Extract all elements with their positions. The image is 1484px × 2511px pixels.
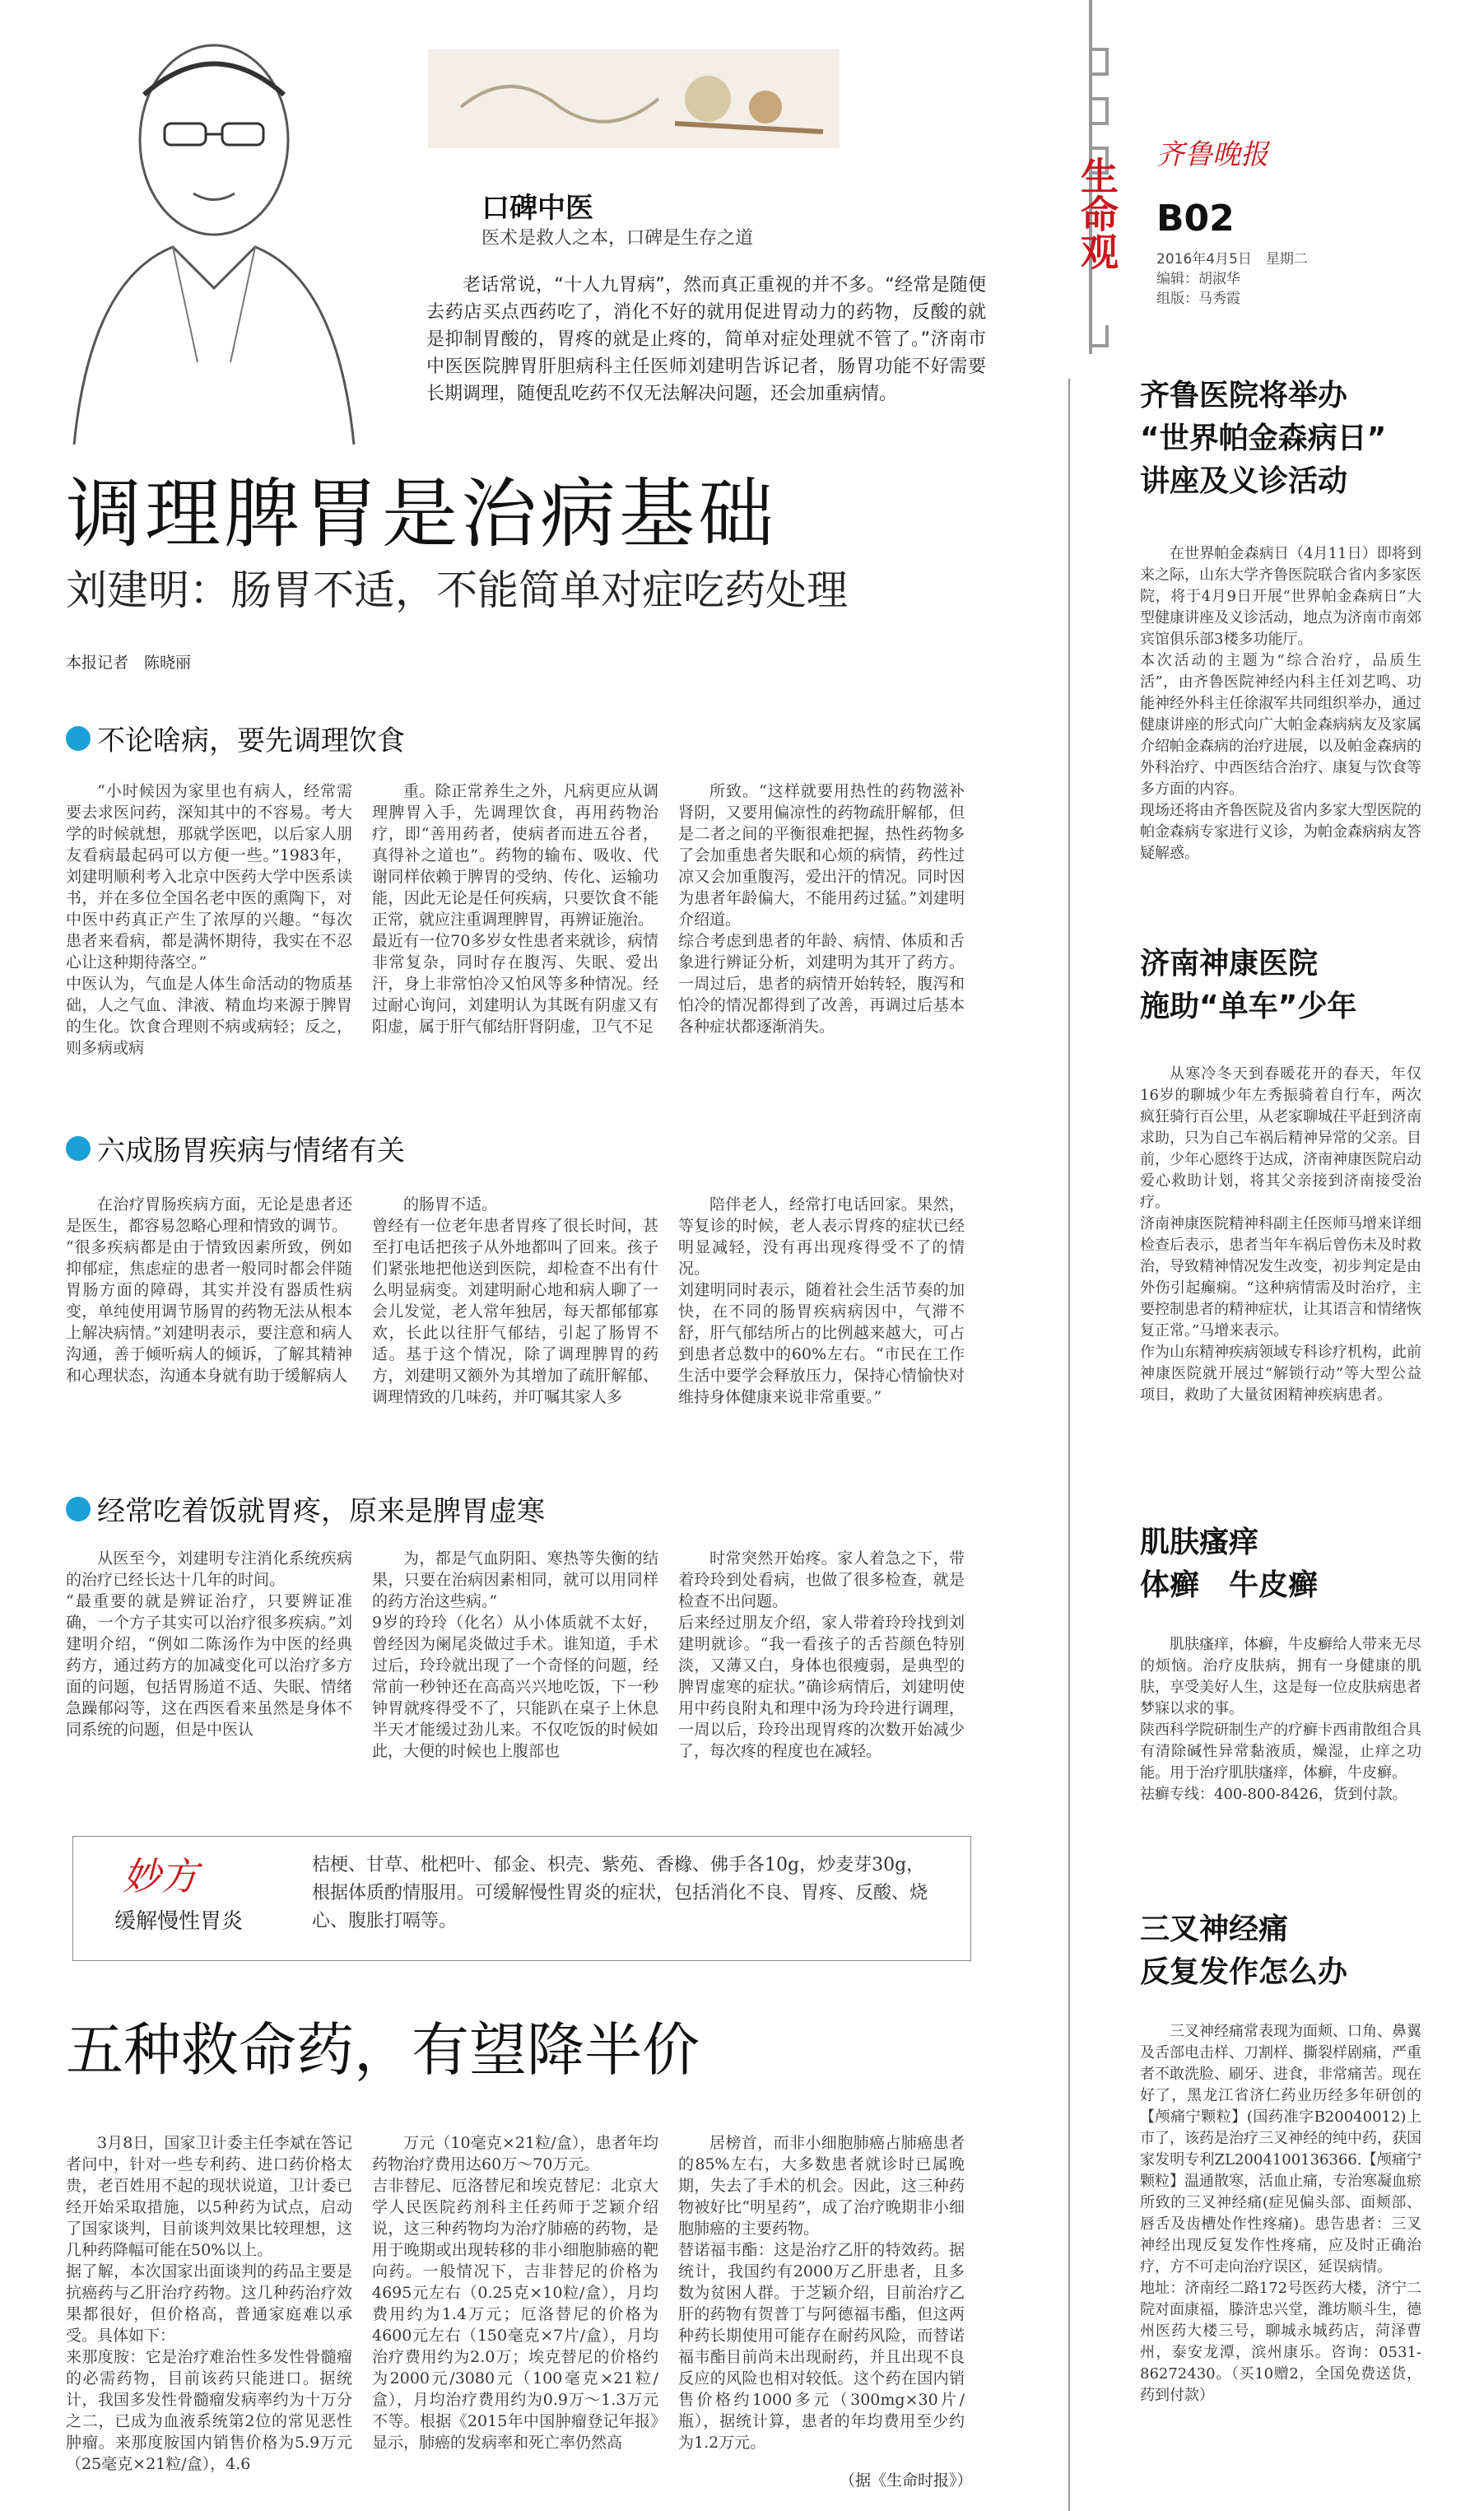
paper-name-logo: 齐鲁晚报 [1156,138,1268,171]
section-2-heading-text: 六成肠胃疾病与情绪有关 [97,1134,405,1167]
sidebar-1-title-line: 讲座及义诊活动 [1140,464,1348,498]
section-3-column-3: 时常突然开始疼。家人着急之下，带着玲玲到处看病，也做了很多检查，就是检查不出问题。 后来经过朋友介绍，家人带着玲玲找到刘建明就诊。“我一看孩子的舌苔颜色特别淡，又薄又白，身体也很瘦弱，是典型的脾胃虚寒的症状。”确诊病情后，刘建明使用中药良附丸和理中汤为玲玲进行调理，一周以后，玲玲出现胃疼的次数开始减少了，每次疼的程度也在减轻。 [678,1549,965,1760]
section-2-column-2: 的肠胃不适。 曾经有一位老年患者胃疼了很长时间，甚至打电话把孩子从外地都叫了回来。孩子们紧张地把他送到医院，却检查不出有什么明显病变。刘建明耐心地和病人聊了一会儿发觉，老人常年独居，每天都郁郁寡欢，长此以往肝气郁结，引起了肠胃不适。基于这个情况，除了调理脾胃的药方，刘建明又额外为其增加了疏肝解郁、调理情致的几味药，并叮嘱其家人多 [372,1195,658,1406]
section-2-heading [66,1128,405,1168]
section-3-column-2: 为，都是气血阴阳、寒热等失衡的结果，只要在治病因素相同，就可以用同样的药方治这些病。” 9岁的玲玲（化名）从小体质就不太好，曾经因为阑尾炎做过手术。谁知道，手术过后，玲玲就出现了一个奇怪的问题，经常前一秒钟还在高高兴兴地吃饭，下一秒钟胃就疼得受不了，只能趴在桌子上休息半天才能缓过劲儿来。不仅吃饭的时候如此，大便的时候也上腹部也 [372,1549,658,1760]
bullet-dot-icon [66,726,91,751]
byline: 本报记者 陈晓丽 [66,654,192,672]
column-banner [16,16,1062,449]
issue-date: 2016年4月5日 星期二 [1156,251,1308,268]
column-motto: 医术是救人之本，口碑是生存之道 [481,228,754,249]
sidebar-4-title [1140,1908,1469,1994]
sidebar-3-title-line: 肌肤瘙痒 [1140,1526,1259,1559]
section-3-heading [66,1488,545,1529]
remedy-text: 桔梗、甘草、枇杷叶、郁金、枳壳、紫苑、香橼、佛手各10g，炒麦芽30g，根据体质酌情服用。可缓解慢性胃炎的症状，包括消化不良、胃疼、反酸、烧心、腹胀打嗝等。 [312,1855,928,1931]
section-1-heading-text: 不论啥病，要先调理饮食 [97,724,405,757]
second-headline: 五种救命药，有望降半价 [66,2016,700,2084]
sidebar-3-title-line: 体癣 牛皮癣 [1140,1568,1319,1602]
remedy-title: 妙方 [123,1854,198,1898]
sidebar-2-title-line: 济南神康医院 [1140,947,1319,981]
sidebar-4-title-line: 反复发作怎么办 [1140,1955,1348,1989]
bullet-dot-icon [66,1136,91,1161]
page-code: B02 [1156,198,1235,240]
section-2-column-1: 在治疗胃肠疾病方面，无论是患者还是医生，都容易忽略心理和情致的调节。 “很多疾病都是由于情致因素所致，例如抑郁症，焦虑症的患者一般同时都会伴随胃肠方面的障碍，其实并没有器质性病变，单纯使用调节肠胃的药物无法从根本上解决病情。”刘建明表示，要注意和病人沟通，善于倾听病人的倾诉，了解其精神和心理状态，沟通本身就有助于缓解病人 [66,1195,352,1385]
sidebar-2-title-line: 施助“单车”少年 [1140,990,1357,1023]
remedy-box [72,1836,971,1961]
herbs-illustration [428,49,840,148]
masthead [1074,0,1484,366]
remedy-subtitle: 缓解慢性胃炎 [114,1909,244,1934]
sidebar-3-title [1140,1521,1469,1607]
sidebar-2-body: 从寒冷冬天到春暖花开的春天，年仅16岁的聊城少年左秀振骑着自行车，两次疯狂骑行百公里，从老家聊城茌平赶到济南求助，只为自己车祸后精神异常的父亲。目前，少年心愿终于达成，济南神康医院启动爱心救助计划，将其父亲接到济南接受治疗。 济南神康医院精神科副主任医师马增来详细检查后表示，患者当年车祸后曾伤未及时救治，导致精神情况发生改变，初步判定是由外伤引起癫痫。“这种病情需及时治疗，主要控制患者的精神症状，让其语言和情绪恢复正常。”马增来表示。 作为山东精神疾病领域专科诊疗机构，此前神康医院就开展过“解锁行动”等大型公益项目，救助了大量贫困精神疾病患者。 [1140,1065,1421,1404]
second-article-column-3: 居榜首，而非小细胞肺癌占肺癌患者的85%左右，大多数患者就诊时已属晚期，失去了手术的机会。因此，这三种药物被好比“明星药”，成了治疗晚期非小细胞肺癌的主要药物。 替诺福韦酯：这是治疗乙肝的特效药。据统计，我国约有2000万乙肝患者，且多数为贫困人群。于芝颖介绍，目前治疗乙肝的药物有贺普丁与阿德福韦酯，但这两种药长期使用可能存在耐药风险，而替诺福韦酯目前尚未出现耐药，并且出现不良反应的风险也相对较低。这个药在国内销售价格约1000多元（300mg×30片/瓶），据统计算，患者的年均费用至少约为1.2万元。 [678,2134,965,2452]
layout-credit: 组版：马秀霞 [1156,291,1240,307]
sidebar-1-title-line: 齐鲁医院将举办 [1140,379,1348,412]
section-1-column-2: 重。除正常养生之外，凡病更应从调理脾胃入手，先调理饮食，再用药物治疗，即“善用药者，使病者而进五谷者，真得补之道也”。药物的输布、吸收、代谢同样依赖于脾胃的受纳、传化、运输功能，因此无论是任何疾病，只要饮食不能正常，就应注重调理脾胃，再辨证施治。 最近有一位70多岁女性患者来就诊，病情非常复杂，同时存在腹泻、失眠、爱出汗，身上非常怕冷又怕风等多种情况。经过耐心询问，刘建明认为其既有阴虚又有阳虚，属于肝气郁结肝肾阴虚，卫气不足 [372,782,658,1036]
second-article-column-1: 3月8日，国家卫计委主任李斌在答记者问中，针对一些专利药、进口药价格太贵，老百姓用不起的现状说道，卫计委已经开始采取措施，以5种药为试点，启动了国家谈判，目前谈判效果比较理想，这几种药降幅可能在50%以上。 据了解，本次国家出面谈判的药品主要是抗癌药与乙肝治疗药物。这几种药治疗效果都很好，但价格高，普通家庭难以承受。具体如下： 来那度胺：它是治疗难治性多发性骨髓瘤的必需药物，目前该药只能进口。据统计，我国多发性骨髓瘤发病率约为十万分之二，已成为血液系统第2位的常见恶性肿瘤。来那度胺国内销售价格为5.9万元（25毫克×21粒/盒），4.6 [66,2134,352,2473]
sidebar-1-title [1140,375,1469,503]
section-1-column-3: 所致。“这样就要用热性的药物滋补肾阴，又要用偏凉性的药物疏肝解郁，但是二者之间的平衡很难把握，热性药物多了会加重患者失眠和心烦的病情，药性过凉又会加重腹泻，爱出汗的情况。同时因为患者年龄偏大，不能用药过猛。”刘建明介绍道。 综合考虑到患者的年龄、病情、体质和舌象进行辨证分析，刘建明为其开了药方。一周过后，患者的病情开始转轻，腹泻和怕冷的情况都得到了改善，再调过后基本各种症状都逐渐消失。 [678,782,965,1036]
section-label: 生命观 [1075,156,1119,270]
column-intro: 老话常说，“十人九胃病”，然而真正重视的并不多。“经常是随便去药店买点西药吃了，消化不好的就用促进胃动力的药物，反酸的就是抑制胃酸的，胃疼的就是止疼的，简单对症处理就不管了。”济南市中医医院脾胃肝胆病科主任医师刘建明告诉记者，肠胃功能不好需要长期调理，随便乱吃药不仅无法解决问题，还会加重病情。 [426,275,986,404]
section-1-heading [66,718,405,758]
sidebar-4-body: 三叉神经痛常表现为面颊、口角、鼻翼及舌部电击样、刀割样、撕裂样剧痛，严重者不敢洗脸、刷牙、进食，非常痛苦。现在好了，黑龙江省济仁药业历经多年研创的【颅痛宁颗粒】(国药准字B20040012)上市了，该药是治疗三叉神经的纯中药，获国家发明专利ZL2004100136366.【颅痛宁颗粒】温通散寒，活血止痛，专治寒凝血瘀所致的三叉神经痛(症见偏头部、面颊部、唇舌及齿槽处作性疼痛)。患告患者：三叉神经出现反复发作性疼痛，应及时正确治疗，方不可走向治疗误区，延误病情。 地址：济南经二路172号医药大楼，济宁二院对面康福，滕浒忠兴堂，潍坊顺斗生，德州医药大楼三号，聊城永城药店，菏泽曹州，泰安龙潭，滨州康乐。咨询：0531-86272430。（买10赠2，全国免费送货，药到付款） [1140,2023,1421,2404]
second-article-column-2: 万元（10毫克×21粒/盒），患者年均药物治疗费用达60万～70万元。 吉非替尼、厄洛替尼和埃克替尼：北京大学人民医院药剂科主任药师于芝颖介绍说，这三种药物均为治疗肺癌的药物，是用于晚期或出现转移的非小细胞肺癌的靶向药。一般情况下，吉非替尼的价格为4695元左右（0.25克×10粒/盒），月均费用约为1.4万元；厄洛替尼的价格为4600元左右（150毫克×7片/盒），月均治疗费用约为2.0万；埃克替尼的价格约为2000元/3080元（100毫克×21粒/盒），月均治疗费用约为0.9万～1.3万元不等。根据《2015年中国肿瘤登记年报》显示，肺癌的发病率和死亡率仍然高 [372,2134,658,2452]
source-credit: （据《生命时报》） [840,2471,973,2490]
sidebar-3-body: 肌肤瘙痒，体癣，牛皮癣给人带来无尽的烦恼。治疗皮肤病，拥有一身健康的肌肤，享受美好人生，这是每一位皮肤病患者梦寐以求的事。 陕西科学院研制生产的疗癣卡西甫散组合具有清除碱性异常黏液质，燥湿，止痒之功能。用于治疗肌肤瘙痒，体癣，牛皮癣。 祛癣专线：400-800-8426，货到付款。 [1140,1636,1421,1803]
sidebar-1-body: 在世界帕金森病日（4月11日）即将到来之际，山东大学齐鲁医院联合省内多家医院，将于4月9日开展“世界帕金森病日”大型健康讲座及义诊活动，地点为济南市南郊宾馆俱乐部3楼多功能厅。 本次活动的主题为“综合治疗，品质生活”，由齐鲁医院神经内科主任刘艺鸣、功能神经外科主任徐淑军共同组织举办，通过健康讲座的形式向广大帕金森病病友及家属介绍帕金森病的治疗进展，以及帕金森病的外科治疗、中西医结合治疗、康复与饮食等多方面的内容。 现场还将由齐鲁医院及省内多家大型医院的帕金森病专家进行义诊，为帕金森病病友答疑解惑。 [1140,545,1421,862]
sidebar-2-title [1140,943,1469,1028]
main-subheadline: 刘建明：肠胃不适，不能简单对症吃药处理 [66,566,848,614]
doctor-portrait-sketch [41,16,387,445]
editor-credit: 编辑：胡淑华 [1156,271,1240,287]
section-1-column-1: “小时候因为家里也有病人，经常需要去求医问药，深知其中的不容易。考大学的时候就想，那就学医吧，以后家人朋友看病最起码可以方便一些。”1983年，刘建明顺利考入北京中医药大学中医系读书，并在多位全国名老中医的熏陶下，对中医中药真正产生了浓厚的兴趣。“每次患者来看病，都是满怀期待，我实在不忍心让这种期待落空。” 中医认为，气血是人体生命活动的物质基础，人之气血、津液、精血均来源于脾胃的生化。饮食合理则不病或病轻；反之，则多病或病 [66,782,352,1057]
sidebar-divider [1068,379,1070,2511]
section-3-heading-text: 经常吃着饭就胃疼，原来是脾胃虚寒 [97,1495,545,1528]
section-2-column-3: 陪伴老人，经常打电话回家。果然，等复诊的时候，老人表示胃疼的症状已经明显减轻，没有再出现疼得受不了的情况。 刘建明同时表示，随着社会生活节奏的加快，在不同的肠胃疾病病因中，气滞不舒，肝气郁结所占的比例越来越大，可占到患者总数中的60%左右。“市民在工作生活中要学会释放压力，保持心情愉快对维持身体健康来说非常重要。” [678,1195,965,1406]
bullet-dot-icon [66,1497,91,1521]
main-headline: 调理脾胃是治病基础 [66,470,778,558]
sidebar-1-title-line: “世界帕金森病日” [1140,422,1387,455]
section-3-column-1: 从医至今，刘建明专注消化系统疾病的治疗已经长达十几年的时间。 “最重要的就是辨证治疗，只要辨证准确，一个方子其实可以治疗很多疾病。”刘建明介绍，“例如二陈汤作为中医的经典药方，通过药方的加减变化可以治疗多方面的问题，包括胃肠道不适、失眠、情绪急躁郁闷等，这在西医看来虽然是身体不同系统的问题，但是中医认 [66,1549,352,1739]
sidebar-4-title-line: 三叉神经痛 [1140,1912,1289,1946]
column-name: 口碑中医 [481,192,593,225]
